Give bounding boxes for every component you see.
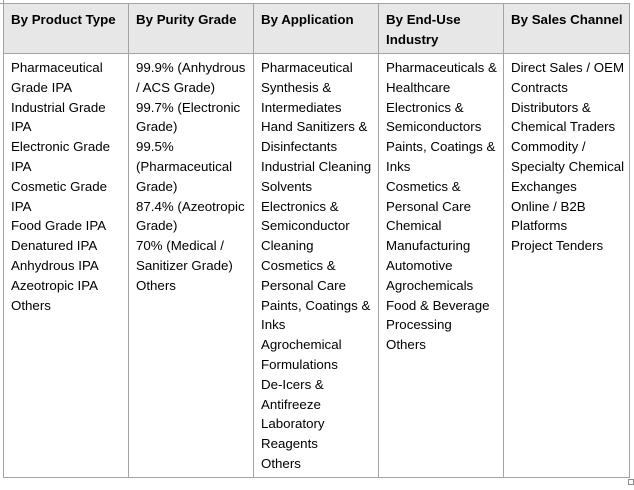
list-item: Paints, Coatings & Inks <box>386 139 496 174</box>
list-item: Automotive <box>386 257 453 273</box>
list-item: Commodity / Specialty Chemical Exchanges <box>511 139 625 194</box>
list-item: Pharmaceutical Synthesis & Intermediates <box>261 60 353 115</box>
list-item: Direct Sales / OEM Contracts <box>511 60 625 95</box>
list-item: Electronic Grade IPA <box>11 139 111 174</box>
list-item: Others <box>136 277 176 293</box>
list-item: Online / B2B Platforms <box>511 198 586 234</box>
list-item: Others <box>261 455 301 471</box>
list-item: Distributors & Chemical Traders <box>511 99 616 135</box>
list-item: Electronics & Semiconductor Cleaning <box>261 198 350 254</box>
list-item: Pharmaceuticals & Healthcare <box>386 60 497 95</box>
segmentation-table <box>3 3 630 478</box>
cell-application <box>254 54 379 478</box>
header-product-type: By Product Type <box>4 4 129 54</box>
list-item: Project Tenders <box>511 238 604 254</box>
list-item: Denatured IPA <box>11 238 98 254</box>
list-item: 99.7% (Electronic Grade) <box>136 99 241 135</box>
cell-sales-channel <box>504 54 630 478</box>
list-item: Pharmaceutical Grade IPA <box>11 60 103 95</box>
cell-purity-grade <box>129 54 254 478</box>
list-item: Others <box>386 337 426 353</box>
list-item: Chemical Manufacturing <box>386 218 471 254</box>
list-item: Electronics & Semiconductors <box>386 99 482 135</box>
cell-product-type <box>4 54 129 478</box>
list-item: Cosmetics & Personal Care <box>386 178 471 214</box>
list-item: Agrochemical Formulations <box>261 337 342 372</box>
list-item: 70% (Medical / Sanitizer Grade) <box>136 238 233 273</box>
list-item: Cosmetics & Personal Care <box>261 257 346 293</box>
list-item: Others <box>11 297 51 313</box>
list-item: Food Grade IPA <box>11 218 107 234</box>
header-application: By Application <box>254 4 379 54</box>
header-purity-grade: By Purity Grade <box>129 4 254 54</box>
list-item: 99.9% (Anhydrous / ACS Grade) <box>136 60 246 95</box>
header-row <box>4 4 630 54</box>
list-item: Hand Sanitizers & Disinfectants <box>261 119 368 155</box>
list-item: Cosmetic Grade IPA <box>11 178 108 214</box>
list-item: Agrochemicals <box>386 277 474 293</box>
table-resize-handle[interactable] <box>628 479 634 485</box>
header-end-use-industry: By End-Use Industry <box>379 4 504 54</box>
list-item: Food & Beverage Processing <box>386 297 490 333</box>
list-item: Laboratory Reagents <box>261 416 325 452</box>
list-item: Azeotropic IPA <box>11 277 98 293</box>
list-item: Industrial Grade IPA <box>11 99 106 135</box>
list-item: Anhydrous IPA <box>11 257 99 273</box>
list-item: Paints, Coatings & Inks <box>261 297 371 333</box>
list-item: 99.5% (Pharmaceutical Grade) <box>136 139 233 194</box>
table-row <box>4 54 630 478</box>
list-item: Industrial Cleaning Solvents <box>261 158 372 194</box>
cell-end-use-industry <box>379 54 504 478</box>
list-item: De-Icers & Antifreeze <box>261 376 324 412</box>
header-sales-channel: By Sales Channel <box>504 4 630 54</box>
list-item: 87.4% (Azeotropic Grade) <box>136 198 245 234</box>
